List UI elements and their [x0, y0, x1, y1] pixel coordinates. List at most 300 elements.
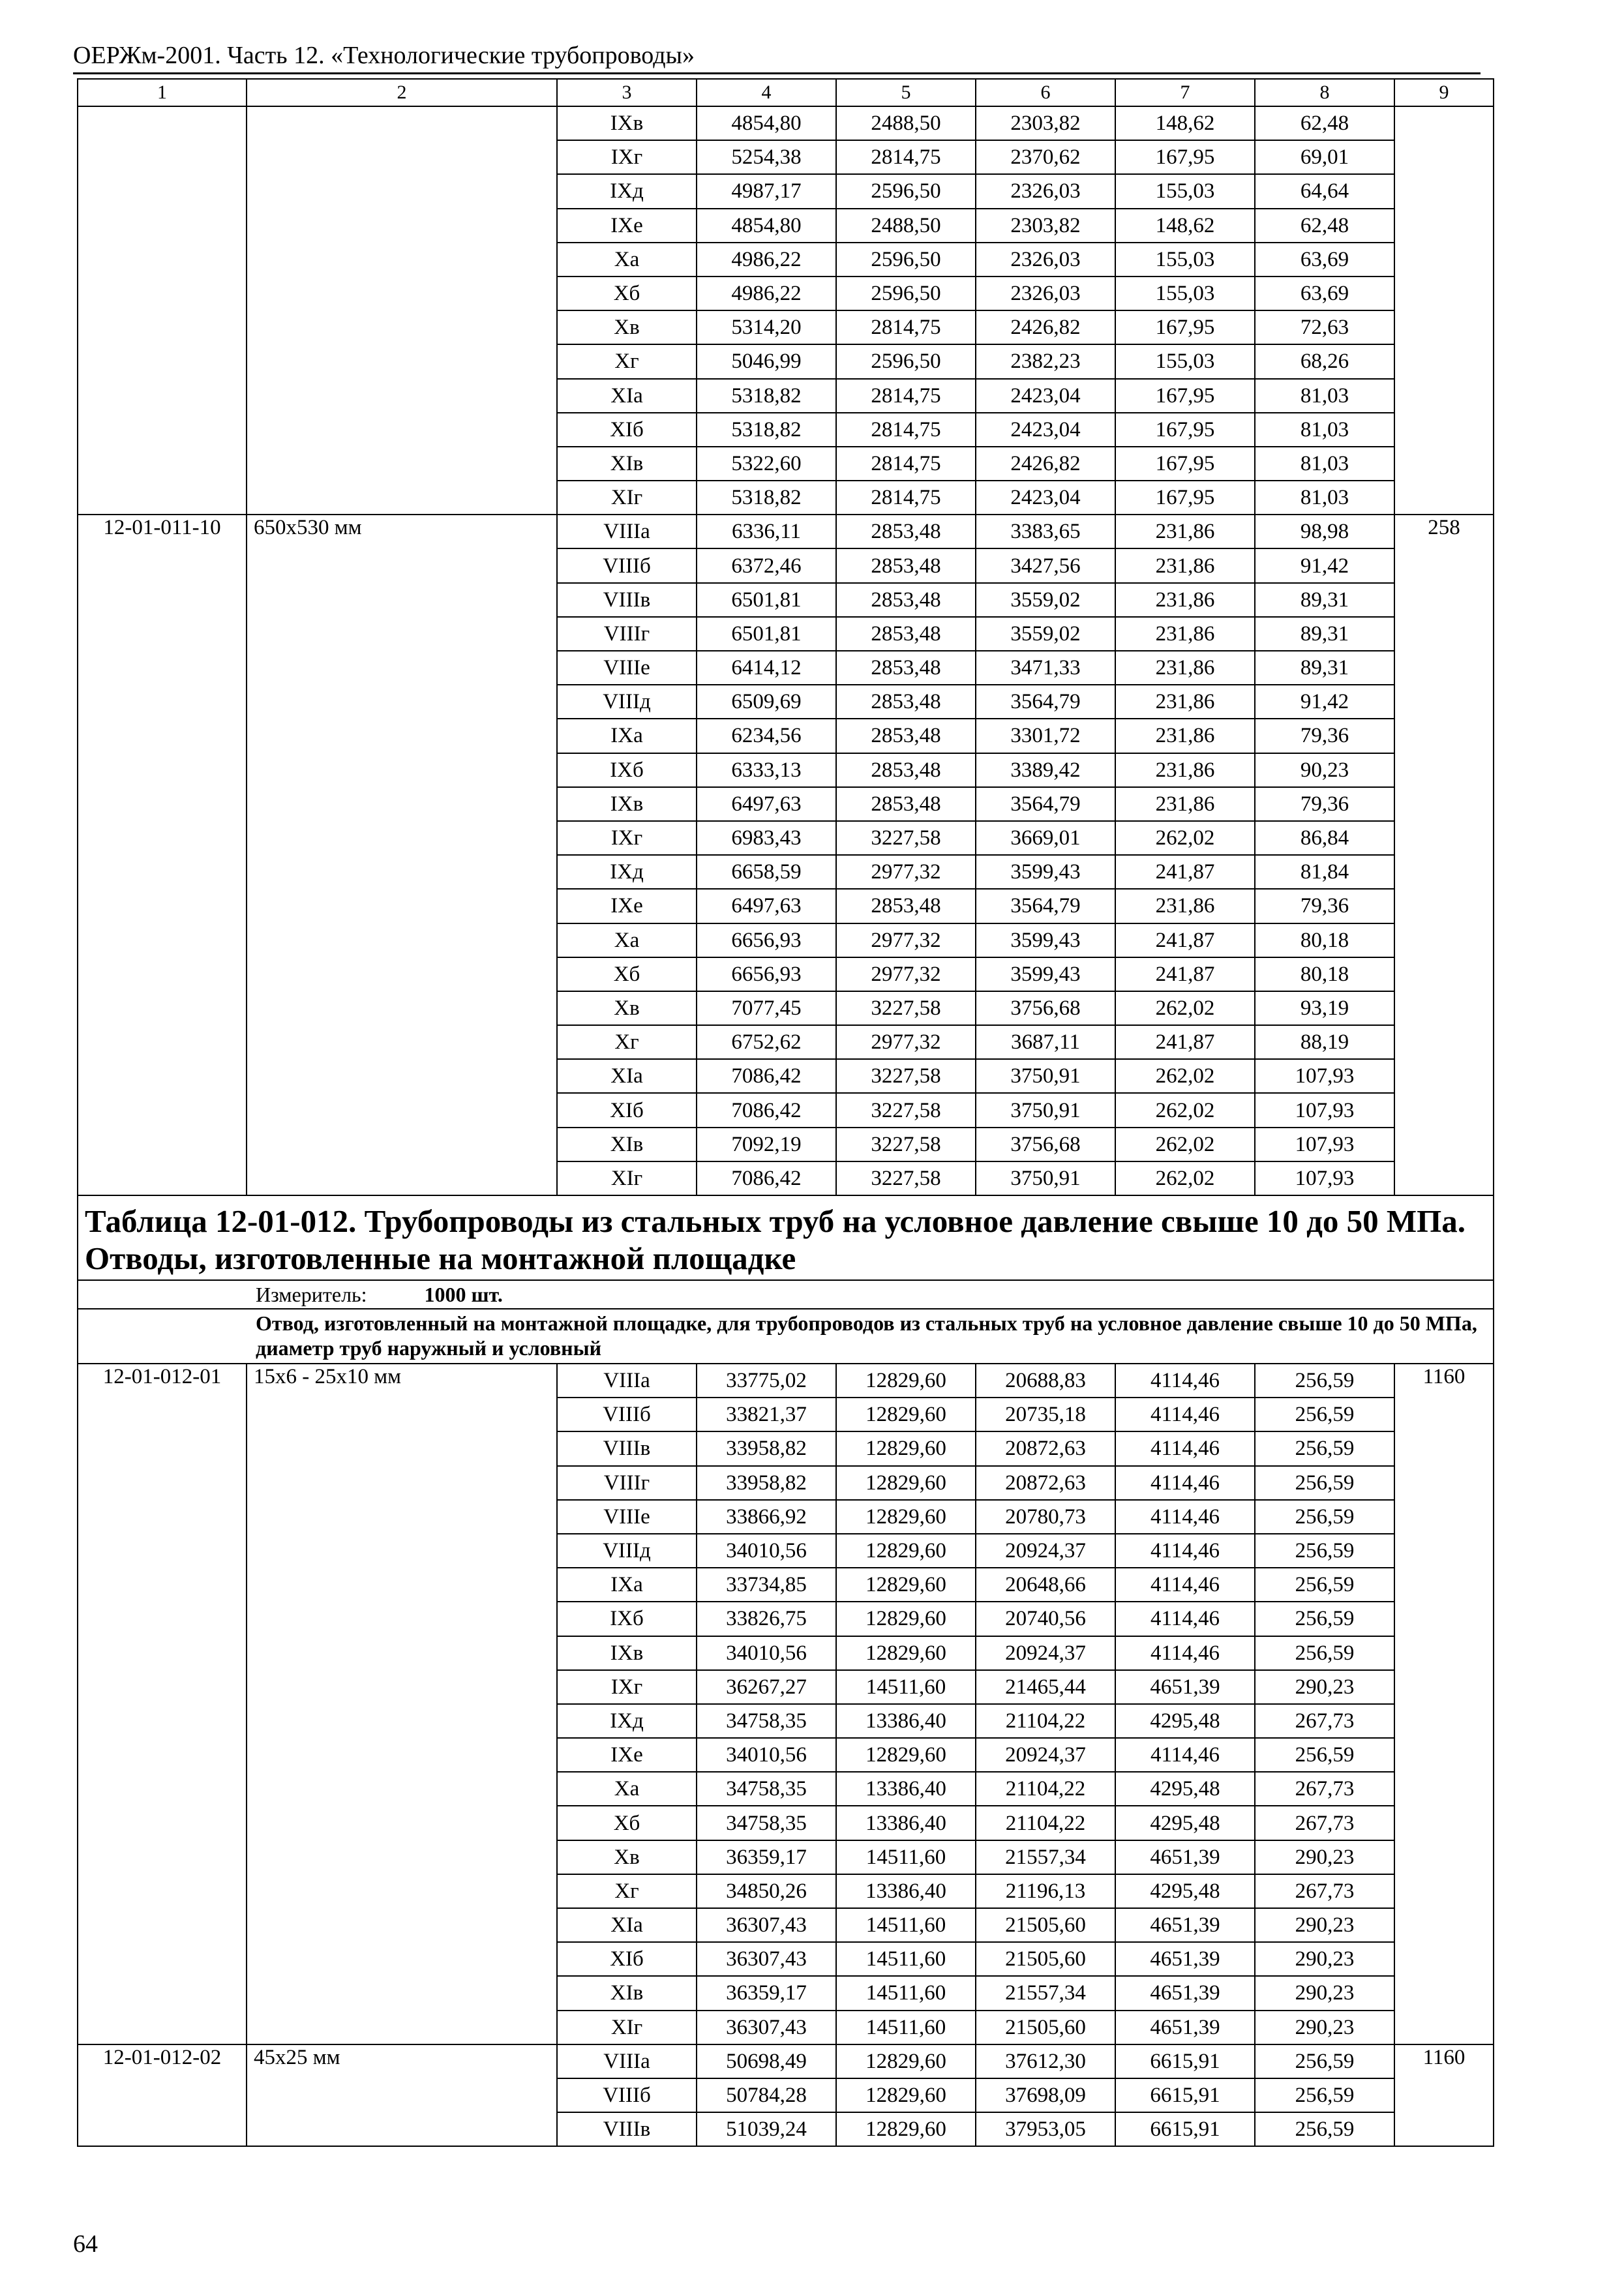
labor-cost: 12829,60: [836, 1500, 976, 1534]
machine-cost: 20924,37: [976, 1534, 1115, 1568]
machinist-wage: 231,86: [1115, 583, 1255, 617]
machine-cost: 2326,03: [976, 243, 1115, 277]
labor-cost: 2853,48: [836, 753, 976, 787]
material-cost: 81,84: [1255, 855, 1394, 889]
material-cost: 91,42: [1255, 685, 1394, 719]
rate-class: IХв: [557, 1636, 697, 1670]
machinist-wage: 6615,91: [1115, 2078, 1255, 2112]
machinist-wage: 241,87: [1115, 923, 1255, 957]
machine-cost: 3756,68: [976, 1128, 1115, 1161]
rate-class: ХIа: [557, 379, 697, 413]
size-cell-empty: [247, 106, 557, 515]
column-number: 6: [976, 79, 1115, 106]
material-cost: 256,59: [1255, 2044, 1394, 2078]
pipe-size: 650x530 мм: [247, 515, 557, 1195]
machinist-wage: 231,86: [1115, 548, 1255, 582]
labor-cost: 3227,58: [836, 821, 976, 855]
material-cost: 89,31: [1255, 583, 1394, 617]
rate-class: IХа: [557, 719, 697, 753]
rate-class: IХе: [557, 209, 697, 243]
labor-cost: 2977,32: [836, 855, 976, 889]
material-cost: 81,03: [1255, 379, 1394, 413]
machine-cost: 2423,04: [976, 379, 1115, 413]
machine-cost: 3559,02: [976, 583, 1115, 617]
material-cost: 256,59: [1255, 1738, 1394, 1772]
labor-cost: 14511,60: [836, 1908, 976, 1942]
machinist-wage: 6615,91: [1115, 2112, 1255, 2146]
total-cost: 34010,56: [697, 1738, 836, 1772]
machine-cost: 21505,60: [976, 1942, 1115, 1976]
table-title: Таблица 12-01-012. Трубопроводы из стальных труб на условное давление свыше 10 до 50 МПа. Отводы, изготовленные на монтажной площадке: [78, 1195, 1494, 1280]
material-cost: 63,69: [1255, 277, 1394, 310]
total-cost: 6497,63: [697, 787, 836, 821]
machine-cost: 2426,82: [976, 310, 1115, 344]
machine-cost: 2426,82: [976, 447, 1115, 481]
material-cost: 64,64: [1255, 174, 1394, 208]
material-cost: 256,59: [1255, 1466, 1394, 1500]
total-cost: 5322,60: [697, 447, 836, 481]
total-cost: 4854,80: [697, 106, 836, 140]
material-cost: 89,31: [1255, 617, 1394, 651]
machine-cost: 37612,30: [976, 2044, 1115, 2078]
rate-code: 12-01-012-01: [78, 1364, 247, 2044]
material-cost: 98,98: [1255, 515, 1394, 548]
rate-class: VIIIб: [557, 548, 697, 582]
machinist-wage: 4114,46: [1115, 1431, 1255, 1465]
rate-class: VIIIб: [557, 1398, 697, 1431]
machinist-wage: 4651,39: [1115, 1670, 1255, 1704]
total-cost: 6333,13: [697, 753, 836, 787]
description-row: [78, 1309, 1494, 1364]
machinist-wage: 4651,39: [1115, 1840, 1255, 1874]
rate-class: IХг: [557, 1670, 697, 1704]
machinist-wage: 4295,48: [1115, 1874, 1255, 1908]
total-cost: 4986,22: [697, 243, 836, 277]
rate-class: VIIIг: [557, 1466, 697, 1500]
material-cost: 91,42: [1255, 548, 1394, 582]
machine-cost: 21505,60: [976, 2011, 1115, 2044]
rate-class: VIIIд: [557, 685, 697, 719]
total-cost: 7086,42: [697, 1093, 836, 1127]
machinist-wage: 262,02: [1115, 1161, 1255, 1195]
rate-class: ХIб: [557, 1093, 697, 1127]
labor-cost: 2853,48: [836, 719, 976, 753]
column-number: 5: [836, 79, 976, 106]
labor-cost: 3227,58: [836, 1128, 976, 1161]
machinist-wage: 167,95: [1115, 379, 1255, 413]
machine-cost: 3301,72: [976, 719, 1115, 753]
machine-cost: 20872,63: [976, 1431, 1115, 1465]
material-cost: 256,59: [1255, 1364, 1394, 1398]
labor-cost: 12829,60: [836, 2112, 976, 2146]
labor-cost: 3227,58: [836, 991, 976, 1025]
total-cost: 5318,82: [697, 379, 836, 413]
rate-class: IХд: [557, 1704, 697, 1738]
machine-cost: 3559,02: [976, 617, 1115, 651]
material-cost: 290,23: [1255, 1840, 1394, 1874]
machine-cost: 3383,65: [976, 515, 1115, 548]
total-cost: 6336,11: [697, 515, 836, 548]
labor-cost: 13386,40: [836, 1772, 976, 1806]
labor-cost: 3227,58: [836, 1161, 976, 1195]
machine-cost: 2370,62: [976, 140, 1115, 174]
labor-cost: 14511,60: [836, 1840, 976, 1874]
material-cost: 107,93: [1255, 1093, 1394, 1127]
labor-cost: 2596,50: [836, 243, 976, 277]
machine-cost: 21104,22: [976, 1806, 1115, 1840]
labor-cost: 3227,58: [836, 1059, 976, 1093]
total-cost: 6372,46: [697, 548, 836, 582]
rate-class: IХд: [557, 174, 697, 208]
machinist-wage: 4295,48: [1115, 1772, 1255, 1806]
total-cost: 33734,85: [697, 1568, 836, 1602]
total-cost: 33775,02: [697, 1364, 836, 1398]
machinist-wage: 231,86: [1115, 889, 1255, 923]
weight-value: 258: [1394, 515, 1494, 1195]
rate-class: IХд: [557, 855, 697, 889]
labor-cost: 14511,60: [836, 1976, 976, 2010]
machine-cost: 2423,04: [976, 481, 1115, 515]
labor-cost: 2814,75: [836, 140, 976, 174]
material-cost: 256,59: [1255, 2078, 1394, 2112]
table-title-row: [78, 1195, 1494, 1280]
machine-cost: 2326,03: [976, 277, 1115, 310]
material-cost: 79,36: [1255, 787, 1394, 821]
material-cost: 79,36: [1255, 719, 1394, 753]
table-description: Отвод, изготовленный на монтажной площадке, для трубопроводов из стальных труб на условное давление свыше 10 до 50 МПа, диаметр труб наружный и условный: [78, 1309, 1494, 1364]
machinist-wage: 4114,46: [1115, 1398, 1255, 1431]
rate-class: VIIIа: [557, 515, 697, 548]
material-cost: 267,73: [1255, 1874, 1394, 1908]
rate-class: IХб: [557, 1602, 697, 1636]
total-cost: 6656,93: [697, 923, 836, 957]
rate-code: 12-01-012-02: [78, 2044, 247, 2147]
total-cost: 36307,43: [697, 1908, 836, 1942]
total-cost: 7086,42: [697, 1161, 836, 1195]
material-cost: 290,23: [1255, 1670, 1394, 1704]
machine-cost: 3669,01: [976, 821, 1115, 855]
material-cost: 290,23: [1255, 1942, 1394, 1976]
material-cost: 290,23: [1255, 1908, 1394, 1942]
rate-class: VIIIа: [557, 2044, 697, 2078]
machine-cost: 3427,56: [976, 548, 1115, 582]
material-cost: 290,23: [1255, 1976, 1394, 2010]
machinist-wage: 4114,46: [1115, 1466, 1255, 1500]
machine-cost: 20648,66: [976, 1568, 1115, 1602]
labor-cost: 2977,32: [836, 1025, 976, 1059]
labor-cost: 2977,32: [836, 923, 976, 957]
total-cost: 7092,19: [697, 1128, 836, 1161]
rate-class: VIIIа: [557, 1364, 697, 1398]
labor-cost: 12829,60: [836, 1431, 976, 1465]
machinist-wage: 4114,46: [1115, 1364, 1255, 1398]
total-cost: 4987,17: [697, 174, 836, 208]
measure-label: Измеритель:: [256, 1283, 367, 1306]
rate-class: VIIIв: [557, 1431, 697, 1465]
column-number: 7: [1115, 79, 1255, 106]
machine-cost: 2326,03: [976, 174, 1115, 208]
machine-cost: 3599,43: [976, 855, 1115, 889]
total-cost: 5046,99: [697, 344, 836, 378]
total-cost: 34010,56: [697, 1534, 836, 1568]
rate-class: Хг: [557, 344, 697, 378]
machinist-wage: 231,86: [1115, 515, 1255, 548]
rate-class: VIIIб: [557, 2078, 697, 2112]
labor-cost: 13386,40: [836, 1874, 976, 1908]
header-rule: [73, 72, 1481, 74]
rate-class: VIIIг: [557, 617, 697, 651]
rate-class: IХе: [557, 1738, 697, 1772]
total-cost: 6509,69: [697, 685, 836, 719]
labor-cost: 12829,60: [836, 1364, 976, 1398]
material-cost: 107,93: [1255, 1059, 1394, 1093]
rate-class: IХа: [557, 1568, 697, 1602]
labor-cost: 12829,60: [836, 1466, 976, 1500]
machinist-wage: 167,95: [1115, 447, 1255, 481]
labor-cost: 13386,40: [836, 1806, 976, 1840]
machinist-wage: 167,95: [1115, 140, 1255, 174]
total-cost: 5318,82: [697, 481, 836, 515]
material-cost: 256,59: [1255, 2112, 1394, 2146]
total-cost: 33821,37: [697, 1398, 836, 1431]
column-number: 8: [1255, 79, 1394, 106]
machine-cost: 3564,79: [976, 787, 1115, 821]
rate-class: Хб: [557, 1806, 697, 1840]
machine-cost: 21557,34: [976, 1976, 1115, 2010]
labor-cost: 12829,60: [836, 1534, 976, 1568]
pipe-size: 15x6 - 25x10 мм: [247, 1364, 557, 2044]
material-cost: 69,01: [1255, 140, 1394, 174]
machine-cost: 20688,83: [976, 1364, 1115, 1398]
rate-class: Хв: [557, 1840, 697, 1874]
machine-cost: 2423,04: [976, 413, 1115, 447]
material-cost: 81,03: [1255, 413, 1394, 447]
material-cost: 62,48: [1255, 209, 1394, 243]
labor-cost: 12829,60: [836, 2078, 976, 2112]
rate-class: ХIа: [557, 1059, 697, 1093]
rate-class: Ха: [557, 243, 697, 277]
machine-cost: 3599,43: [976, 957, 1115, 991]
table-row: [78, 106, 1494, 140]
machine-cost: 20924,37: [976, 1738, 1115, 1772]
labor-cost: 2977,32: [836, 957, 976, 991]
measure-value: 1000 шт.: [424, 1283, 503, 1306]
machinist-wage: 4295,48: [1115, 1704, 1255, 1738]
material-cost: 256,59: [1255, 1534, 1394, 1568]
machine-cost: 3599,43: [976, 923, 1115, 957]
machinist-wage: 4295,48: [1115, 1806, 1255, 1840]
machinist-wage: 4114,46: [1115, 1602, 1255, 1636]
machine-cost: 3750,91: [976, 1059, 1115, 1093]
pipe-size: 45x25 мм: [247, 2044, 557, 2147]
material-cost: 267,73: [1255, 1806, 1394, 1840]
labor-cost: 2853,48: [836, 515, 976, 548]
machinist-wage: 262,02: [1115, 821, 1255, 855]
rate-class: IХг: [557, 140, 697, 174]
machine-cost: 20735,18: [976, 1398, 1115, 1431]
labor-cost: 2814,75: [836, 413, 976, 447]
machine-cost: 3564,79: [976, 889, 1115, 923]
material-cost: 256,59: [1255, 1602, 1394, 1636]
labor-cost: 2853,48: [836, 889, 976, 923]
machine-cost: 21104,22: [976, 1704, 1115, 1738]
labor-cost: 2853,48: [836, 651, 976, 685]
total-cost: 5254,38: [697, 140, 836, 174]
material-cost: 86,84: [1255, 821, 1394, 855]
rate-class: VIIIв: [557, 583, 697, 617]
machinist-wage: 6615,91: [1115, 2044, 1255, 2078]
machine-cost: 3750,91: [976, 1161, 1115, 1195]
material-cost: 256,59: [1255, 1568, 1394, 1602]
material-cost: 68,26: [1255, 344, 1394, 378]
machine-cost: 2303,82: [976, 106, 1115, 140]
machinist-wage: 4114,46: [1115, 1568, 1255, 1602]
labor-cost: 12829,60: [836, 1568, 976, 1602]
total-cost: 50784,28: [697, 2078, 836, 2112]
machinist-wage: 148,62: [1115, 106, 1255, 140]
labor-cost: 3227,58: [836, 1093, 976, 1127]
total-cost: 36307,43: [697, 2011, 836, 2044]
labor-cost: 2814,75: [836, 481, 976, 515]
rate-class: ХIг: [557, 481, 697, 515]
machinist-wage: 167,95: [1115, 310, 1255, 344]
rate-class: ХIв: [557, 1976, 697, 2010]
column-number-row: [78, 79, 1494, 106]
machine-cost: 21505,60: [976, 1908, 1115, 1942]
total-cost: 4986,22: [697, 277, 836, 310]
total-cost: 34758,35: [697, 1704, 836, 1738]
machinist-wage: 4114,46: [1115, 1500, 1255, 1534]
machine-cost: 20780,73: [976, 1500, 1115, 1534]
labor-cost: 2488,50: [836, 106, 976, 140]
material-cost: 256,59: [1255, 1431, 1394, 1465]
labor-cost: 2853,48: [836, 548, 976, 582]
column-number: 2: [247, 79, 557, 106]
total-cost: 33826,75: [697, 1602, 836, 1636]
labor-cost: 2596,50: [836, 174, 976, 208]
machinist-wage: 4651,39: [1115, 1908, 1255, 1942]
column-number: 4: [697, 79, 836, 106]
rate-code: 12-01-011-10: [78, 515, 247, 1195]
machinist-wage: 262,02: [1115, 1128, 1255, 1161]
labor-cost: 12829,60: [836, 2044, 976, 2078]
machinist-wage: 4114,46: [1115, 1534, 1255, 1568]
rate-class: VIIIв: [557, 2112, 697, 2146]
labor-cost: 13386,40: [836, 1704, 976, 1738]
material-cost: 107,93: [1255, 1161, 1394, 1195]
labor-cost: 2814,75: [836, 379, 976, 413]
rate-class: Ха: [557, 1772, 697, 1806]
labor-cost: 14511,60: [836, 1670, 976, 1704]
rate-class: Хб: [557, 957, 697, 991]
machine-cost: 3471,33: [976, 651, 1115, 685]
labor-cost: 2596,50: [836, 344, 976, 378]
rate-class: IХв: [557, 787, 697, 821]
column-number: 3: [557, 79, 697, 106]
table-row: [78, 2044, 1494, 2078]
machine-cost: 3389,42: [976, 753, 1115, 787]
material-cost: 107,93: [1255, 1128, 1394, 1161]
machinist-wage: 241,87: [1115, 1025, 1255, 1059]
material-cost: 256,59: [1255, 1398, 1394, 1431]
machine-cost: 21196,13: [976, 1874, 1115, 1908]
material-cost: 267,73: [1255, 1704, 1394, 1738]
total-cost: 36359,17: [697, 1976, 836, 2010]
rates-table: [77, 78, 1494, 2147]
machine-cost: 20740,56: [976, 1602, 1115, 1636]
total-cost: 34850,26: [697, 1874, 836, 1908]
page-header: ОЕРЖм-2001. Часть 12. «Технологические трубопроводы»: [73, 42, 695, 69]
labor-cost: 14511,60: [836, 1942, 976, 1976]
machinist-wage: 231,86: [1115, 651, 1255, 685]
table-row: [78, 1364, 1494, 1398]
total-cost: 5314,20: [697, 310, 836, 344]
machinist-wage: 4651,39: [1115, 2011, 1255, 2044]
machinist-wage: 231,86: [1115, 617, 1255, 651]
total-cost: 34010,56: [697, 1636, 836, 1670]
material-cost: 81,03: [1255, 447, 1394, 481]
machinist-wage: 262,02: [1115, 991, 1255, 1025]
machine-cost: 21557,34: [976, 1840, 1115, 1874]
total-cost: 5318,82: [697, 413, 836, 447]
rate-class: IХе: [557, 889, 697, 923]
total-cost: 7086,42: [697, 1059, 836, 1093]
labor-cost: 2853,48: [836, 787, 976, 821]
rate-class: Хв: [557, 310, 697, 344]
labor-cost: 2853,48: [836, 685, 976, 719]
material-cost: 267,73: [1255, 1772, 1394, 1806]
machinist-wage: 231,86: [1115, 753, 1255, 787]
machinist-wage: 155,03: [1115, 174, 1255, 208]
total-cost: 7077,45: [697, 991, 836, 1025]
labor-cost: 2853,48: [836, 617, 976, 651]
rate-class: VIIIд: [557, 1534, 697, 1568]
total-cost: 6497,63: [697, 889, 836, 923]
machinist-wage: 155,03: [1115, 243, 1255, 277]
material-cost: 80,18: [1255, 957, 1394, 991]
machine-cost: 3564,79: [976, 685, 1115, 719]
labor-cost: 2596,50: [836, 277, 976, 310]
rate-class: ХIб: [557, 413, 697, 447]
material-cost: 88,19: [1255, 1025, 1394, 1059]
machine-cost: 3750,91: [976, 1093, 1115, 1127]
total-cost: 6501,81: [697, 617, 836, 651]
total-cost: 33958,82: [697, 1466, 836, 1500]
total-cost: 6983,43: [697, 821, 836, 855]
material-cost: 63,69: [1255, 243, 1394, 277]
rate-class: Ха: [557, 923, 697, 957]
machine-cost: 20924,37: [976, 1636, 1115, 1670]
total-cost: 4854,80: [697, 209, 836, 243]
weight-value: 1160: [1394, 1364, 1494, 2044]
rate-class: ХIв: [557, 1128, 697, 1161]
column-number: 1: [78, 79, 247, 106]
machinist-wage: 231,86: [1115, 719, 1255, 753]
labor-cost: 2814,75: [836, 447, 976, 481]
material-cost: 290,23: [1255, 2011, 1394, 2044]
labor-cost: 2853,48: [836, 583, 976, 617]
machine-cost: 3756,68: [976, 991, 1115, 1025]
rate-class: Хг: [557, 1025, 697, 1059]
column-number: 9: [1394, 79, 1494, 106]
total-cost: 36267,27: [697, 1670, 836, 1704]
machine-cost: 21465,44: [976, 1670, 1115, 1704]
machinist-wage: 241,87: [1115, 957, 1255, 991]
machinist-wage: 4651,39: [1115, 1942, 1255, 1976]
material-cost: 256,59: [1255, 1636, 1394, 1670]
rate-class: Хб: [557, 277, 697, 310]
labor-cost: 12829,60: [836, 1738, 976, 1772]
